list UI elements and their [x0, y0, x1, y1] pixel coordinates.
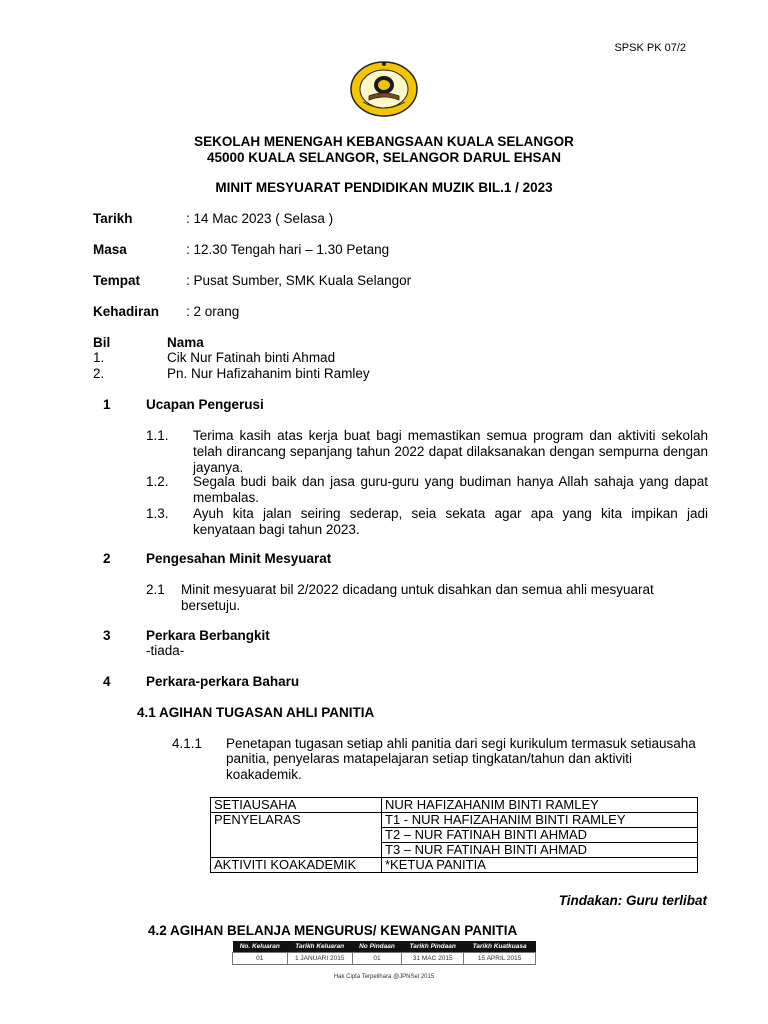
- item-number: 2.1: [146, 582, 165, 597]
- table-cell: T1 - NUR HAFIZAHANIM BINTI RAMLEY: [382, 813, 698, 828]
- table-cell: AKTIVITI KOAKADEMIK: [211, 858, 382, 873]
- bil-header: Bil: [93, 335, 111, 350]
- section-number: 2: [103, 551, 111, 566]
- table-row: [211, 813, 698, 828]
- table-cell: 31 MAC 2015: [402, 953, 464, 965]
- item-text: koakademik.: [226, 767, 302, 782]
- item-number: 1.2.: [146, 474, 169, 489]
- attendee-name: Cik Nur Fatinah binti Ahmad: [167, 350, 336, 365]
- masa-value: : 12.30 Tengah hari – 1.30 Petang: [186, 242, 390, 257]
- table-cell: PENYELARAS: [211, 813, 382, 858]
- table-row: [233, 953, 536, 965]
- item-number: 1.1.: [146, 428, 169, 443]
- table-cell: *KETUA PANITIA: [382, 858, 698, 873]
- tarikh-value: : 14 Mac 2023 ( Selasa ): [186, 211, 334, 226]
- item-text: bersetuju.: [181, 598, 241, 613]
- attendee-no: 1.: [93, 350, 105, 365]
- column-header: No. Keluaran: [233, 941, 288, 953]
- document-code: SPSK PK 07/2: [614, 42, 686, 54]
- column-header: Tarikh Keluaran: [287, 941, 352, 953]
- item-text: Penetapan tugasan setiap ahli panitia dari segi kurikulum termasuk setiausaha: [226, 736, 696, 751]
- item-number: 1.3.: [146, 506, 169, 521]
- attendee-no: 2.: [93, 366, 105, 381]
- school-name: SEKOLAH MENENGAH KEBANGSAAN KUALA SELANGOR: [194, 134, 574, 149]
- masa-label: Masa: [93, 242, 127, 257]
- table-cell: 01: [233, 953, 288, 965]
- table-cell: 01: [352, 953, 401, 965]
- column-header: No Pindaan: [352, 941, 401, 953]
- subsection-title: 4.2 AGIHAN BELANJA MENGURUS/ KEWANGAN PANITIA: [148, 923, 518, 938]
- school-crest-logo: [349, 58, 419, 118]
- tindakan-note: Tindakan: Guru terlibat: [558, 893, 707, 908]
- item-text: Terima kasih atas kerja buat bagi memastikan semua program dan aktiviti sekolah telah dirancang sepanjang tahun 2022 dapat dilaksanakan dengan sempurna dengan jayanya.: [193, 428, 708, 475]
- subsection-title: 4.1 AGIHAN TUGASAN AHLI PANITIA: [137, 705, 375, 720]
- kehadiran-label: Kehadiran: [93, 304, 160, 319]
- table-cell: 1 JANUARI 2015: [287, 953, 352, 965]
- item-number: 4.1.1: [172, 736, 203, 751]
- section-title: Pengesahan Minit Mesyuarat: [146, 551, 332, 566]
- table-cell: 15 APRIL 2015: [464, 953, 536, 965]
- section-title: Ucapan Pengerusi: [146, 397, 264, 412]
- section-title: Perkara Berbangkit: [146, 628, 270, 643]
- tempat-value: : Pusat Sumber, SMK Kuala Selangor: [186, 273, 412, 288]
- copyright-text: Hak Cipta Terpelihara @JPNSel 2015: [333, 974, 435, 980]
- section-number: 3: [103, 628, 111, 643]
- document-title: MINIT MESYUARAT PENDIDIKAN MUZIK BIL.1 / 2023: [215, 180, 553, 195]
- table-row: [211, 858, 698, 873]
- column-header: Tarikh Pindaan: [402, 941, 464, 953]
- column-header: Tarikh Kuatkuasa: [464, 941, 536, 953]
- item-text: Segala budi baik dan jasa guru-guru yang budiman hanya Allah sahaja yang dapat membalas.: [193, 474, 708, 505]
- tarikh-label: Tarikh: [93, 211, 133, 226]
- item-text: Ayuh kita jalan seiring sederap, seia sekata agar apa yang kita impikan jadi kenyataan bagi tahun 2023.: [193, 506, 708, 537]
- table-cell: SETIAUSAHA: [211, 798, 382, 813]
- section-number: 1: [103, 397, 111, 412]
- tugasan-table: [210, 797, 698, 873]
- table-cell: T3 – NUR FATINAH BINTI AHMAD: [382, 843, 698, 858]
- kehadiran-value: : 2 orang: [186, 304, 240, 319]
- table-cell: NUR HAFIZAHANIM BINTI RAMLEY: [382, 798, 698, 813]
- document-control-table: [232, 941, 536, 965]
- nama-header: Nama: [167, 335, 204, 350]
- attendee-name: Pn. Nur Hafizahanim binti Ramley: [167, 366, 370, 381]
- item-text: Minit mesyuarat bil 2/2022 dicadang untuk disahkan dan semua ahli mesyuarat: [181, 582, 654, 597]
- table-cell: T2 – NUR FATINAH BINTI AHMAD: [382, 828, 698, 843]
- item-text: panitia, penyelaras matapelajaran setiap tingkatan/tahun dan aktiviti: [226, 751, 633, 766]
- section-title: Perkara-perkara Baharu: [146, 674, 300, 689]
- tempat-label: Tempat: [93, 273, 141, 288]
- school-address: 45000 KUALA SELANGOR, SELANGOR DARUL EHSAN: [206, 150, 562, 165]
- section-note: -tiada-: [146, 643, 185, 658]
- table-header-row: [233, 941, 536, 953]
- section-number: 4: [103, 674, 111, 689]
- table-row: [211, 798, 698, 813]
